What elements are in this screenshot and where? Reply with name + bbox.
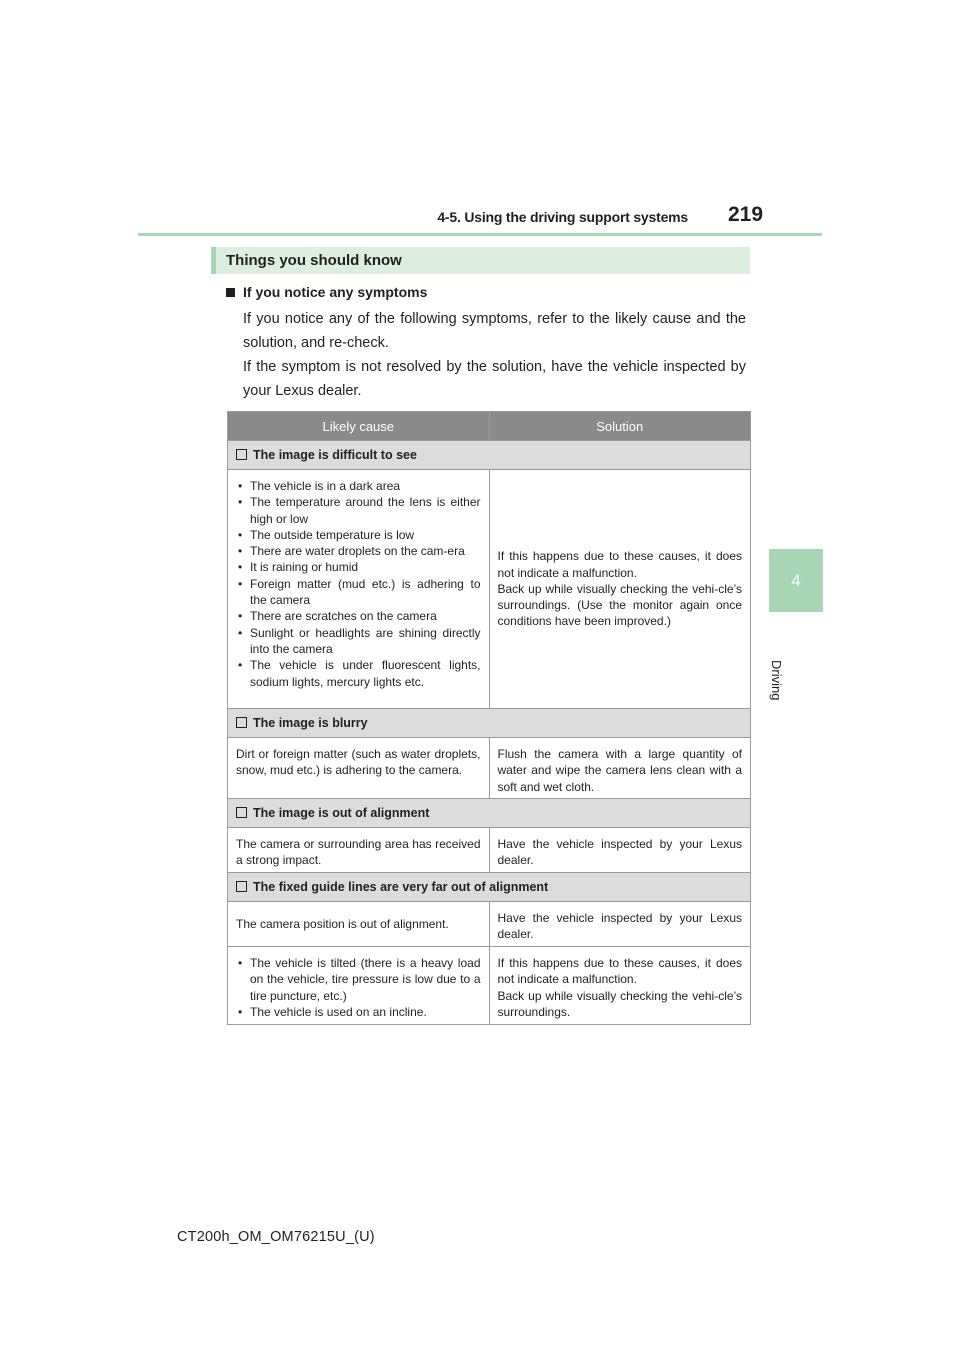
square-bullet-icon (226, 288, 235, 297)
checkbox-icon (236, 449, 247, 460)
group-row (228, 441, 751, 470)
cause-list (236, 478, 481, 690)
solution-cell: Have the vehicle inspected by your Lexus dealer. (489, 902, 751, 947)
list-item: • The vehicle is under fluorescent lights, sodium lights, mercury lights etc. (236, 657, 481, 690)
symptoms-heading-text: If you notice any symptoms (243, 284, 428, 300)
solution-cell: Flush the camera with a large quantity of water and wipe the camera lens clean with a soft and wet cloth. (489, 738, 751, 799)
cause-list (236, 955, 481, 1020)
chapter-tab (769, 549, 823, 612)
box-title: Things you should know (226, 252, 402, 269)
chapter-number: 4 (791, 570, 801, 590)
list-item: • Sunlight or headlights are shining directly into the camera (236, 625, 481, 658)
group-row (228, 873, 751, 902)
checkbox-icon (236, 717, 247, 728)
group-title: The image is difficult to see (253, 448, 417, 462)
solution-cell (489, 947, 751, 1025)
table-row (228, 738, 751, 799)
list-item: • Foreign matter (mud etc.) is adhering to the camera (236, 576, 481, 609)
cause-cell: The camera or surrounding area has received a strong impact. (228, 828, 490, 873)
cause-cell: Dirt or foreign matter (such as water droplets, snow, mud etc.) is adhering to the camera. (228, 738, 490, 799)
things-you-should-know-box (211, 247, 750, 274)
checkbox-icon (236, 881, 247, 892)
solution-text: If this happens due to these causes, it does not indicate a malfunction. (497, 956, 742, 987)
solution-text: If this happens due to these causes, it does not indicate a malfunction. (497, 549, 742, 580)
solution-text: Back up while visually checking the vehi-cle’s surroundings. (497, 988, 742, 1019)
cause-cell (228, 947, 490, 1025)
list-item: • The vehicle is tilted (there is a heavy load on the vehicle, tire pressure is low due to a tire puncture, etc.) (236, 955, 481, 1004)
list-item: • The vehicle is used on an incline. (236, 1004, 481, 1020)
solution-text: Back up while visually checking the vehi-cle’s surroundings. (Use the monitor again once conditions have been improved.) (497, 581, 742, 629)
group-title-cell (228, 709, 751, 738)
checkbox-icon (236, 807, 247, 818)
table-row (228, 828, 751, 873)
header-rule (138, 233, 822, 236)
cause-cell (228, 470, 490, 709)
cause-cell: The camera position is out of alignment. (228, 902, 490, 947)
group-title: The image is out of alignment (253, 806, 430, 820)
solution-cell: Have the vehicle inspected by your Lexus dealer. (489, 828, 751, 873)
group-title-cell (228, 441, 751, 470)
column-header-solution: Solution (489, 412, 751, 441)
table-header-row (228, 412, 751, 441)
table-row (228, 947, 751, 1025)
solution-cell (489, 470, 751, 709)
chapter-label: Driving (769, 660, 784, 701)
list-item: • The outside temperature is low (236, 527, 481, 543)
table-row (228, 902, 751, 947)
group-title-cell (228, 799, 751, 828)
list-item: • There are scratches on the camera (236, 608, 481, 624)
group-row (228, 799, 751, 828)
page-number: 219 (728, 203, 764, 226)
group-title-cell (228, 873, 751, 902)
list-item: • There are water droplets on the cam-era (236, 543, 481, 559)
group-title: The fixed guide lines are very far out of alignment (253, 880, 549, 894)
symptoms-heading (226, 284, 427, 300)
symptom-table (227, 411, 751, 1025)
symptoms-paragraph-2: If the symptom is not resolved by the solution, have the vehicle inspected by your Lexus dealer. (243, 359, 746, 399)
column-header-cause: Likely cause (228, 412, 490, 441)
footer-doc-code: CT200h_OM_OM76215U_(U) (177, 1229, 375, 1245)
symptoms-paragraph-1: If you notice any of the following symptoms, refer to the likely cause and the solution, and re-check. (243, 311, 746, 351)
table-row (228, 470, 751, 709)
header-section-title: 4-5. Using the driving support systems (437, 209, 688, 225)
list-item: • The temperature around the lens is either high or low (236, 494, 481, 527)
group-row (228, 709, 751, 738)
group-title: The image is blurry (253, 716, 368, 730)
list-item: • It is raining or humid (236, 559, 481, 575)
list-item: • The vehicle is in a dark area (236, 478, 481, 494)
